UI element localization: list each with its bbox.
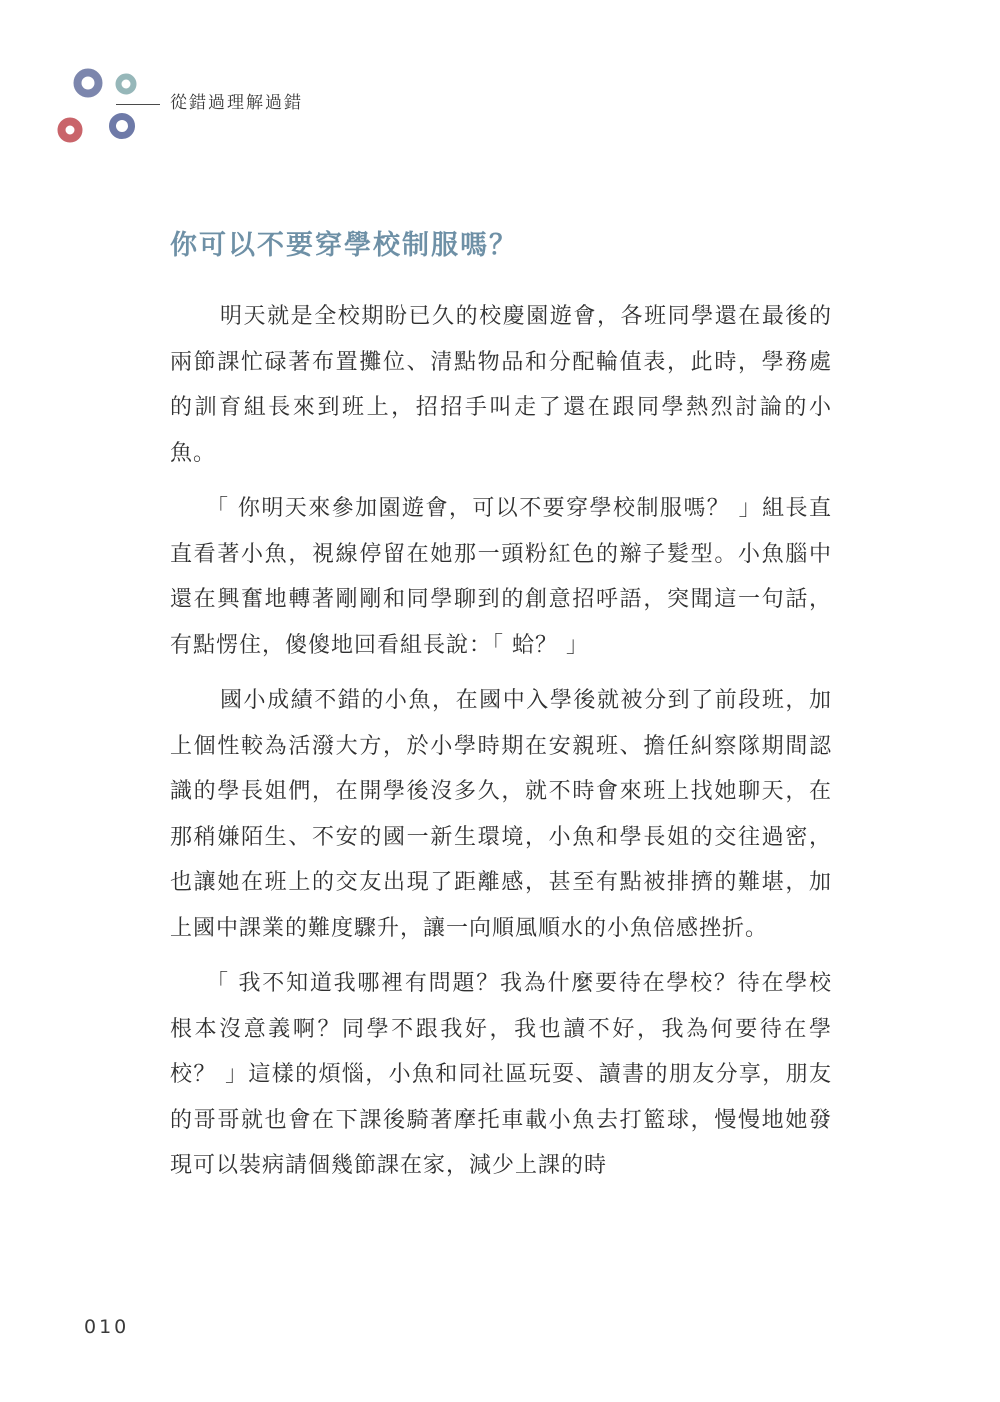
paragraph: 國小成績不錯的小魚，在國中入學後就被分到了前段班，加上個性較為活潑大方，於小學時期在安親班、擔任糾察隊期間認識的學長姐們，在開學後沒多久，就不時會來班上找她聊天，在那稍嫌陌生、不安的國一新生環境，小魚和學長姐的交往過密，也讓她在班上的交友出現了距離感，甚至有點被排擠的難堪，加上國中課業的難度驟升，讓一向順風順水的小魚倍感挫折。	[170, 688, 832, 941]
logo-circle-bottom-right	[113, 117, 132, 136]
body-text	[170, 294, 832, 1199]
header-rule	[116, 104, 160, 105]
chapter-title: 你可以不要穿學校制服嗎？	[170, 230, 518, 261]
logo-circle-top-right	[119, 77, 134, 92]
circles-logo-icon	[50, 60, 150, 150]
paragraph: 「 我不知道我哪裡有問題？我為什麼要待在學校？待在學校根本沒意義啊？同學不跟我好，我也讀不好，我為何要待在學校？ 」這樣的煩惱，小魚和同社區玩耍、讀書的朋友分享，朋友的哥哥就也會在下課後騎著摩托車載小魚去打籃球，慢慢地她發現可以裝病請個幾節課在家，減少上課的時	[170, 971, 832, 1178]
series-title: 從錯過理解過錯	[170, 93, 303, 113]
page-number: 010	[84, 1316, 130, 1338]
paragraph: 「 你明天來參加園遊會，可以不要穿學校制服嗎？ 」組長直直看著小魚，視線停留在她那一頭粉紅色的辮子髮型。小魚腦中還在興奮地轉著剛剛和同學聊到的創意招呼語，突聞這一句話，有點愣住，傻傻地回看組長說：「 蛤？ 」	[170, 496, 832, 658]
logo-circle-bottom-left	[62, 122, 79, 139]
series-logo	[50, 60, 150, 150]
paragraph: 明天就是全校期盼已久的校慶園遊會，各班同學還在最後的兩節課忙碌著布置攤位、清點物品和分配輪值表，此時，學務處的訓育組長來到班上，招招手叫走了還在跟同學熱烈討論的小魚。	[170, 304, 832, 466]
logo-circle-top-left	[78, 73, 99, 94]
